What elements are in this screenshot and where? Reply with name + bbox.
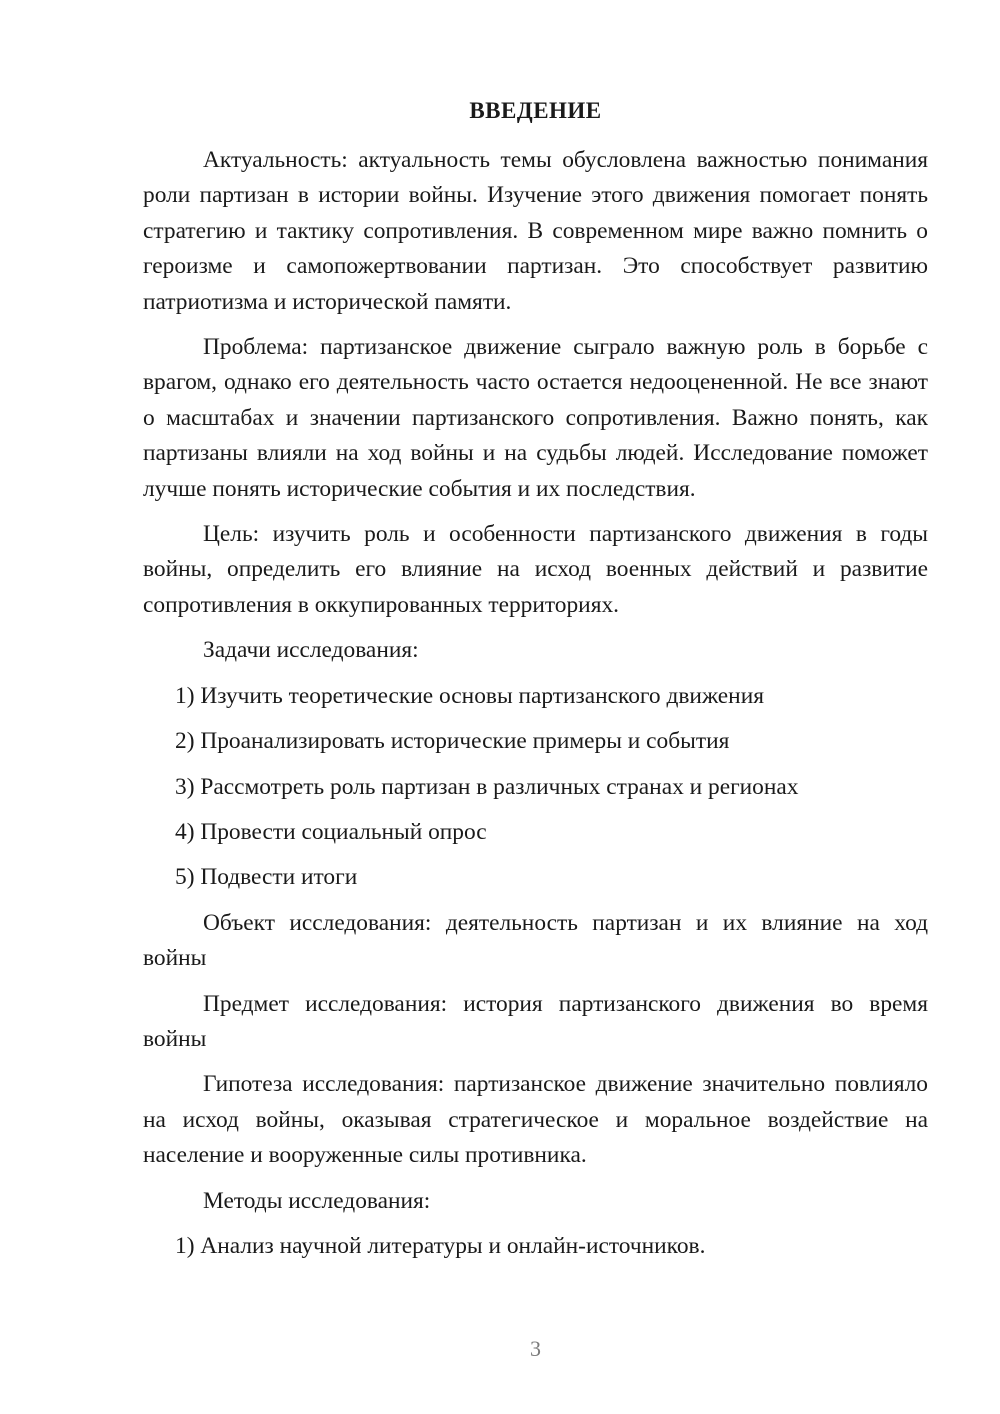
document-page: [143, 0, 928, 1414]
problem-paragraph: Проблема: партизанское движение сыграло важную роль в борьбе с врагом, однако его деятельность часто остается недооцененной. Не все знают о масштабах и значении партизанского сопротивления. Важно понять, как партизаны влияли на ход войны и на судьбы людей. Исследование поможет лучше понять исторические события и их последствия.: [143, 334, 928, 502]
tasks-heading: Задачи исследования:: [203, 637, 419, 664]
subject-paragraph: Предмет исследования: история партизанского движения во время войны: [143, 990, 928, 1052]
task-item: 1) Изучить теоретические основы партизанского движения: [175, 682, 764, 709]
object-paragraph: Объект исследования: деятельность партизан и их влияние на ход войны: [143, 909, 928, 972]
method-item: 1) Анализ научной литературы и онлайн-источников.: [175, 1232, 706, 1259]
relevance-paragraph: Актуальность: актуальность темы обусловлена важностью понимания роли партизан в истории войны. Изучение этого движения помогает понять стратегию и тактику сопротивления. В современном мире важно помнить о героизме и самопожертвовании партизан. Это способствует развитию патриотизма и исторической памяти.: [143, 147, 928, 315]
goal-paragraph: Цель: изучить роль и особенности партизанского движения в годы войны, определить его влияние на исход военных действий и развитие сопротивления в оккупированных территориях.: [143, 521, 928, 618]
page-title: ВВЕДЕНИЕ: [469, 98, 602, 123]
task-item: 5) Подвести итоги: [175, 864, 358, 891]
page-number: 3: [530, 1336, 541, 1361]
hypothesis-paragraph: Гипотеза исследования: партизанское движение значительно повлияло на исход войны, оказывая стратегическое и моральное воздействие на население и вооруженные силы противника.: [143, 1071, 928, 1169]
task-item: 2) Проанализировать исторические примеры и события: [175, 728, 730, 755]
task-item: 4) Провести социальный опрос: [175, 818, 487, 845]
task-item: 3) Рассмотреть роль партизан в различных странах и регионах: [175, 773, 799, 800]
methods-heading: Методы исследования:: [203, 1187, 431, 1214]
document-body: [143, 143, 928, 1274]
